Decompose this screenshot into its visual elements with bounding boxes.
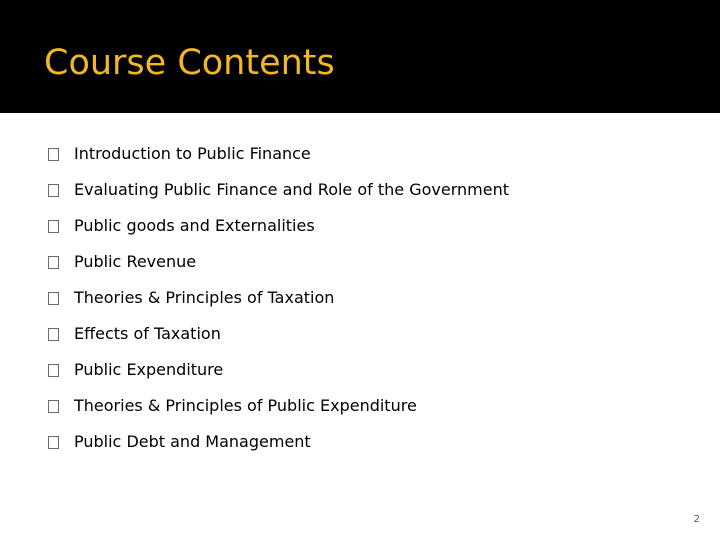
list-item [48,388,417,424]
square-bullet-icon [48,256,59,269]
list-item-label: Public Debt and Management [74,432,311,451]
square-bullet-icon [48,184,59,197]
square-bullet-icon [48,328,59,341]
list-item-label: Public goods and Externalities [74,216,315,235]
list-item [48,172,509,208]
slide-page-number: 2 [693,514,700,525]
list-item [48,316,221,352]
list-item [48,136,311,172]
list-item-label: Theories & Principles of Taxation [74,288,335,307]
square-bullet-icon [48,292,59,305]
list-item-label: Public Expenditure [74,360,224,379]
list-item-label: Theories & Principles of Public Expenditure [74,396,417,415]
list-item [48,244,196,280]
square-bullet-icon [48,436,59,449]
list-item-label: Public Revenue [74,252,197,271]
title-bar [0,0,720,113]
list-item [48,280,334,316]
square-bullet-icon [48,220,59,233]
list-item [48,352,223,388]
list-item [48,208,315,244]
list-item [48,424,311,460]
square-bullet-icon [48,148,59,161]
square-bullet-icon [48,400,59,413]
list-item-label: Introduction to Public Finance [74,144,311,163]
slide-title: Course Contents [44,43,335,83]
square-bullet-icon [48,364,59,377]
list-item-label: Evaluating Public Finance and Role of the Government [74,180,509,199]
list-item-label: Effects of Taxation [74,324,221,343]
